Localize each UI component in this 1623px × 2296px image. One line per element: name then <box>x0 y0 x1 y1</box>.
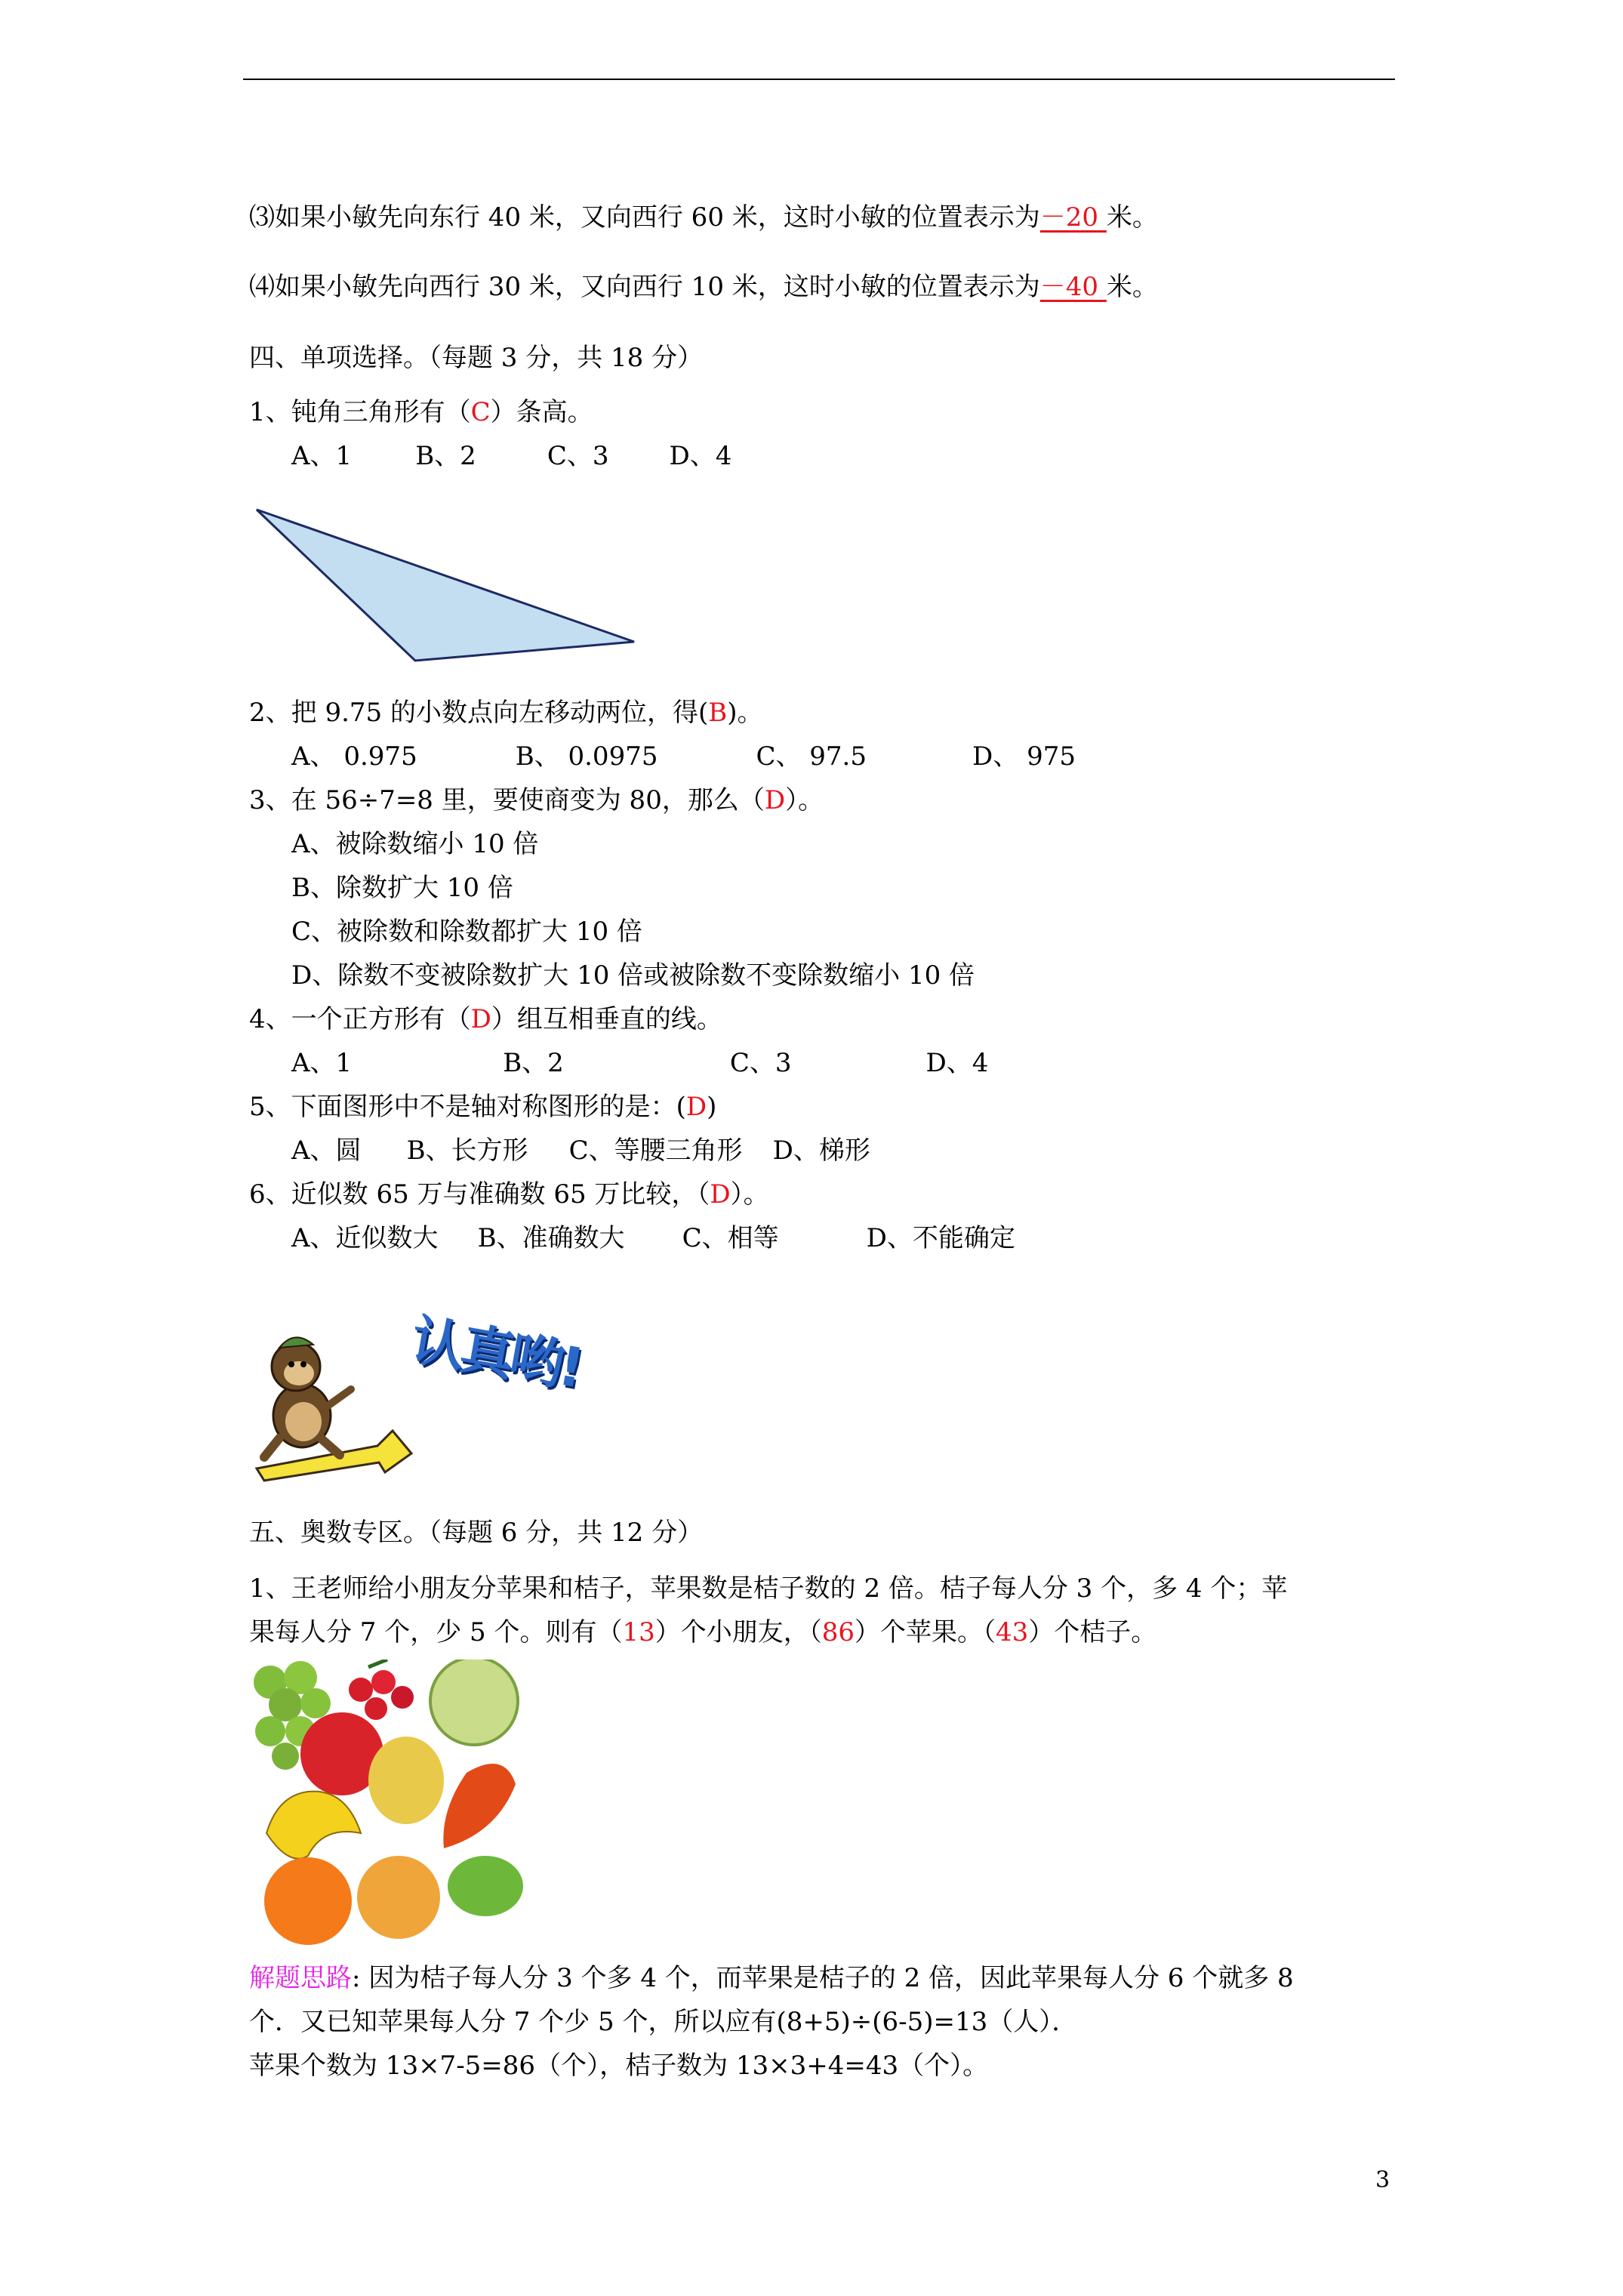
question-2-options: A、 0.975 B、 0.0975 C、 97.5 D、 975 <box>291 741 1076 772</box>
answer: C <box>470 397 491 427</box>
yellow-apple <box>357 1856 440 1939</box>
solution-line-2: 个．又已知苹果每人分 7 个少 5 个，所以应有(8+5)÷(6-5)=13（人）． <box>249 2007 1078 2037</box>
answer: B <box>708 698 728 728</box>
cherries <box>349 1660 414 1720</box>
banana <box>266 1792 361 1859</box>
solution-label: 解题思路 <box>249 1963 352 1993</box>
answer: －20 <box>1039 202 1107 233</box>
orange <box>264 1857 352 1945</box>
header-rule <box>243 79 1395 80</box>
fill-line-3: ⑶如果小敏先向东行 40 米，又向西行 60 米，这时小敏的位置表示为－20 米。 <box>249 202 1158 233</box>
starfruit <box>448 1856 523 1916</box>
question-3-option-a: A、被除数缩小 10 倍 <box>291 829 539 859</box>
question-3-option-d: D、除数不变被除数扩大 10 倍或被除数不变除数缩小 10 倍 <box>291 960 975 991</box>
pear <box>368 1737 444 1824</box>
question-5-options: A、圆 B、长方形 C、等腰三角形 D、梯形 <box>291 1136 870 1166</box>
answer: D <box>470 1004 491 1034</box>
banner-text: 认真哟! <box>406 1308 585 1400</box>
question-4: 4、一个正方形有（D）组互相垂直的线。 <box>249 1004 722 1034</box>
question-4-options: A、1 B、2 C、3 D、4 <box>291 1048 989 1078</box>
solution-line-3: 苹果个数为 13×7-5=86（个），桔子数为 13×3+4=43（个）。 <box>249 2051 989 2081</box>
melon <box>430 1660 518 1745</box>
problem-1-line-2: 果每人分 7 个，少 5 个。则有（13）个小朋友，（86）个苹果。（43）个桔子。 <box>249 1617 1157 1647</box>
question-3: 3、在 56÷7=8 里，要使商变为 80，那么（D）。 <box>249 785 824 815</box>
fruit-picture <box>248 1660 533 1946</box>
problem-1-line-1: 1、王老师给小朋友分苹果和桔子，苹果数是桔子数的 2 倍。桔子每人分 3 个，多 4 个；苹 <box>249 1573 1288 1604</box>
answer: 13 <box>622 1617 655 1647</box>
question-3-option-b: B、除数扩大 10 倍 <box>291 873 513 903</box>
answer: 86 <box>821 1617 855 1647</box>
answer: 43 <box>996 1617 1029 1647</box>
solution-line-1: 解题思路: 因为桔子每人分 3 个多 4 个，而苹果是桔子的 2 倍，因此苹果每人分 6 个就多 8 <box>249 1963 1294 1993</box>
fill-line-4: ⑷如果小敏先向西行 30 米，又向西行 10 米，这时小敏的位置表示为－40 米。 <box>249 272 1158 302</box>
answer: D <box>764 785 786 815</box>
answer: D <box>710 1179 731 1210</box>
question-6: 6、近似数 65 万与准确数 65 万比较，（D）。 <box>249 1179 769 1210</box>
papaya <box>443 1764 516 1848</box>
triangle-shape <box>257 510 634 661</box>
page-number: 3 <box>1375 2167 1390 2193</box>
question-1-options: A、1 B、2 C、3 D、4 <box>291 441 732 471</box>
section-heading-5: 五、奥数专区。（每题 6 分，共 12 分） <box>249 1518 704 1548</box>
question-1: 1、钝角三角形有（C）条高。 <box>249 397 593 427</box>
question-6-options: A、近似数大 B、准确数大 C、相等 D、不能确定 <box>291 1223 1015 1253</box>
answer: －40 <box>1039 272 1107 302</box>
section-heading: 四、单项选择。（每题 3 分，共 18 分） <box>249 343 704 373</box>
question-3-option-c: C、被除数和除数都扩大 10 倍 <box>291 917 642 947</box>
answer: D <box>685 1092 707 1122</box>
obtuse-triangle-figure <box>249 502 642 668</box>
question-5: 5、下面图形中不是轴对称图形的是：(D) <box>249 1092 717 1122</box>
question-2: 2、把 9.75 的小数点向左移动两位，得(B)。 <box>249 698 763 728</box>
